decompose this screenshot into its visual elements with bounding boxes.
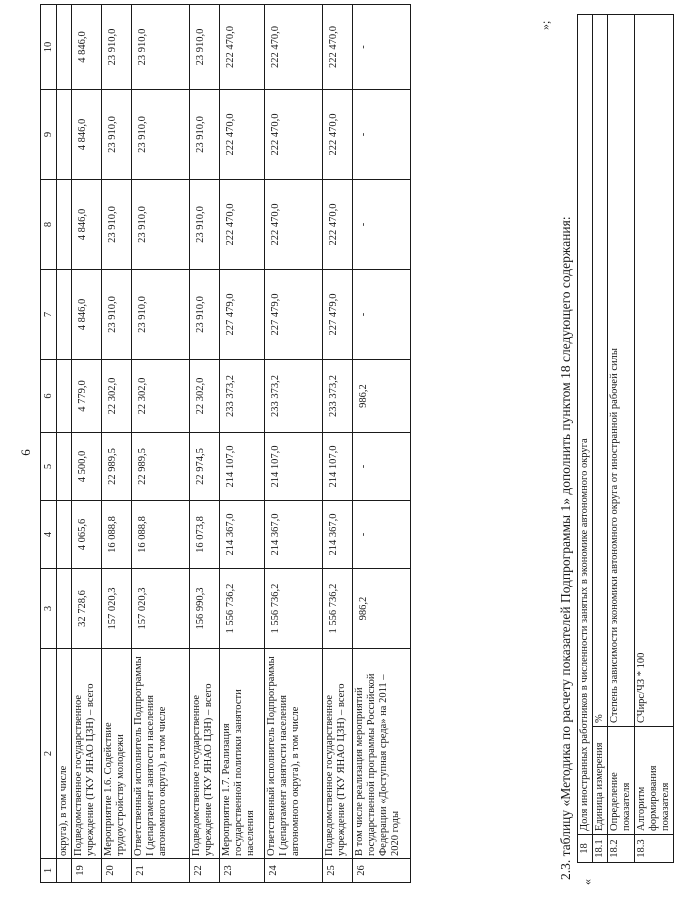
- value-cell: 4 065,6: [72, 501, 102, 569]
- row-number: 22: [190, 859, 220, 883]
- column-header: 6: [41, 360, 57, 433]
- value-cell: 23 910,0: [132, 90, 190, 180]
- method-row: [578, 14, 593, 862]
- method-row-value: %: [593, 14, 608, 726]
- row-number: 26: [353, 859, 411, 883]
- value-cell: 22 989,5: [102, 433, 132, 501]
- value-cell: -: [353, 5, 411, 90]
- value-cell: 23 910,0: [190, 270, 220, 360]
- column-header: 7: [41, 270, 57, 360]
- column-header: 2: [41, 649, 57, 859]
- row-number: 21: [132, 859, 190, 883]
- method-row-number: 18.3: [635, 835, 674, 863]
- value-cell: 16 088,8: [132, 501, 190, 569]
- column-header: 8: [41, 180, 57, 270]
- value-cell: 23 910,0: [102, 180, 132, 270]
- method-row-number: 18.2: [608, 835, 635, 863]
- column-header: 9: [41, 90, 57, 180]
- financing-table: [40, 4, 411, 883]
- value-cell: 222 470,0: [265, 180, 323, 270]
- value-cell: 4 779,0: [72, 360, 102, 433]
- value-cell: 222 470,0: [265, 90, 323, 180]
- value-cell: 233 373,2: [323, 360, 353, 433]
- value-cell: 227 479,0: [220, 270, 265, 360]
- column-header: 5: [41, 433, 57, 501]
- value-cell: 222 470,0: [323, 180, 353, 270]
- value-cell: 222 470,0: [323, 90, 353, 180]
- value-cell: 214 107,0: [220, 433, 265, 501]
- value-cell: 222 470,0: [323, 5, 353, 90]
- method-row-number: 18.1: [593, 835, 608, 863]
- header-row: [41, 5, 57, 883]
- column-header: 3: [41, 569, 57, 649]
- value-cell: 227 479,0: [265, 270, 323, 360]
- value-cell: -: [353, 90, 411, 180]
- table-row: [323, 5, 353, 883]
- value-cell: 157 020,3: [102, 569, 132, 649]
- value-cell: 23 910,0: [190, 5, 220, 90]
- column-header: 4: [41, 501, 57, 569]
- value-cell: 4 846,0: [72, 270, 102, 360]
- value-cell: 22 302,0: [102, 360, 132, 433]
- table-row: [132, 5, 190, 883]
- row-name: Мероприятие 1.7. Реализация государственной политики занятости населения: [220, 649, 265, 859]
- row-name: В том числе реализация мероприятий государственной программы Российской Федерации «Доступная среда» на 2011 – 2020 годы: [353, 649, 411, 859]
- value-cell: 22 989,5: [132, 433, 190, 501]
- column-header: 1: [41, 859, 57, 883]
- value-cell: 4 500,0: [72, 433, 102, 501]
- value-cell: 16 088,8: [102, 501, 132, 569]
- method-row-value: СЧирс/ЧЗ * 100: [635, 14, 674, 726]
- closing-quote: »;: [538, 20, 552, 30]
- method-row-value: Степень зависимости экономики автономного округа от иностранной рабочей силы: [608, 14, 635, 726]
- table-row: [353, 5, 411, 883]
- opening-quote: «: [580, 879, 594, 885]
- row-name: Ответственный исполнитель Подпрограммы I (департамент занятости населения автономного округа), в том числе: [265, 649, 323, 859]
- value-cell: 32 728,6: [72, 569, 102, 649]
- value-cell: 23 910,0: [102, 270, 132, 360]
- table-row-continuation: [57, 5, 72, 883]
- value-cell: 4 846,0: [72, 5, 102, 90]
- value-cell: 222 470,0: [220, 90, 265, 180]
- value-cell: 214 367,0: [265, 501, 323, 569]
- row-name: Ответственный исполнитель Подпрограммы I (департамент занятости населения автономного округа), в том числе: [132, 649, 190, 859]
- value-cell: 157 020,3: [132, 569, 190, 649]
- value-cell: 23 910,0: [102, 5, 132, 90]
- table-row: [190, 5, 220, 883]
- row-name: Подведомственное государственное учреждение (ГКУ ЯНАО ЦЗН) – всего: [190, 649, 220, 859]
- value-cell: 23 910,0: [132, 180, 190, 270]
- value-cell: 222 470,0: [220, 5, 265, 90]
- value-cell: 214 107,0: [323, 433, 353, 501]
- value-cell: 222 470,0: [265, 5, 323, 90]
- row-name: Подведомственное государственное учреждение (ГКУ ЯНАО ЦЗН) – всего: [323, 649, 353, 859]
- value-cell: 16 073,8: [190, 501, 220, 569]
- value-cell: -: [353, 433, 411, 501]
- method-row-label: Единица измерения: [593, 727, 608, 835]
- methodology-table: [577, 14, 674, 863]
- row-number: 19: [72, 859, 102, 883]
- column-header: 10: [41, 5, 57, 90]
- value-cell: 1 556 736,2: [220, 569, 265, 649]
- value-cell: 156 990,3: [190, 569, 220, 649]
- value-cell: 4 846,0: [72, 90, 102, 180]
- table-row: [102, 5, 132, 883]
- value-cell: 1 556 736,2: [323, 569, 353, 649]
- value-cell: 233 373,2: [265, 360, 323, 433]
- table-row: [220, 5, 265, 883]
- value-cell: 23 910,0: [190, 90, 220, 180]
- method-row: [608, 14, 635, 862]
- value-cell: 1 556 736,2: [265, 569, 323, 649]
- method-row-label: Алгоритм формирования показателя: [635, 727, 674, 835]
- row-number: 20: [102, 859, 132, 883]
- method-row-number: 18: [578, 835, 593, 863]
- method-row-title: Доля иностранных работников в численности занятых в экономике автономного округа: [578, 14, 593, 834]
- value-cell: 23 910,0: [132, 270, 190, 360]
- value-cell: 23 910,0: [102, 90, 132, 180]
- row-name: Мероприятие 1.6. Содействие трудоустройству молодежи: [102, 649, 132, 859]
- amendment-paragraph: 2.3. таблицу «Методика по расчету показателей Подпрограммы 1» дополнить пунктом 18 следующего содержания:: [558, 216, 573, 880]
- value-cell: 227 479,0: [323, 270, 353, 360]
- page-number: 6: [18, 449, 33, 456]
- table-row: [265, 5, 323, 883]
- value-cell: 233 373,2: [220, 360, 265, 433]
- value-cell: 222 470,0: [220, 180, 265, 270]
- value-cell: 22 302,0: [132, 360, 190, 433]
- value-cell: 986,2: [353, 569, 411, 649]
- method-row: [593, 14, 608, 862]
- value-cell: 986,2: [353, 360, 411, 433]
- method-row: [635, 14, 674, 862]
- value-cell: -: [353, 501, 411, 569]
- value-cell: 23 910,0: [132, 5, 190, 90]
- row-name: Подведомственное государственное учреждение (ГКУ ЯНАО ЦЗН) – всего: [72, 649, 102, 859]
- method-row-label: Определение показателя: [608, 727, 635, 835]
- value-cell: -: [353, 180, 411, 270]
- table-row: [72, 5, 102, 883]
- value-cell: 214 107,0: [265, 433, 323, 501]
- value-cell: 214 367,0: [323, 501, 353, 569]
- value-cell: 22 974,5: [190, 433, 220, 501]
- row-name: округа), в том числе: [57, 649, 72, 859]
- row-number: 24: [265, 859, 323, 883]
- row-number: 23: [220, 859, 265, 883]
- value-cell: 4 846,0: [72, 180, 102, 270]
- row-number: 25: [323, 859, 353, 883]
- value-cell: 22 302,0: [190, 360, 220, 433]
- value-cell: 214 367,0: [220, 501, 265, 569]
- value-cell: 23 910,0: [190, 180, 220, 270]
- value-cell: -: [353, 270, 411, 360]
